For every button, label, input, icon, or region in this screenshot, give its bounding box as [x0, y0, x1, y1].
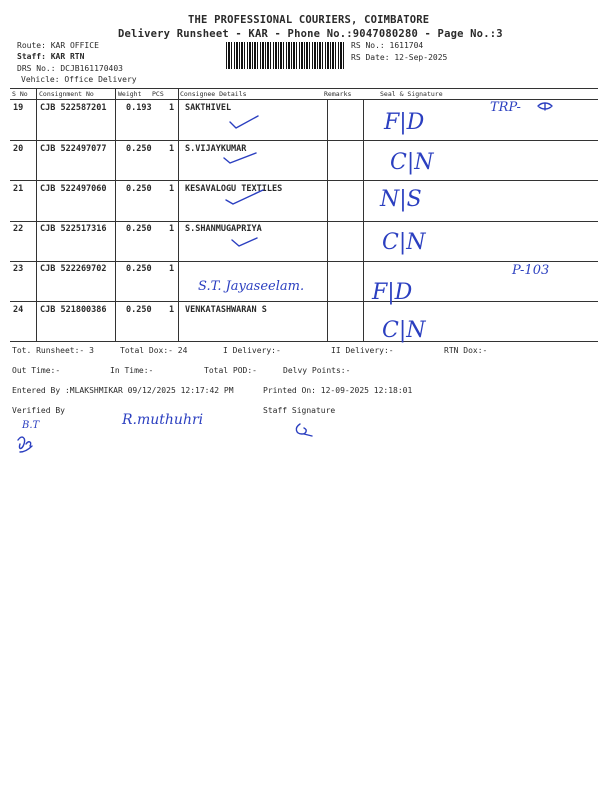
seal-handwriting: F|D: [372, 280, 413, 305]
total-pod: Total POD:-: [204, 366, 257, 375]
row-pcs: 1: [169, 103, 175, 113]
staff-label: Staff: KAR RTN: [17, 52, 85, 61]
verifier-signature: R.muthuhri: [122, 412, 204, 428]
i-delivery: I Delivery:-: [223, 346, 281, 355]
row-consignment: CJB 522497060: [40, 184, 107, 194]
seal-handwriting: C|N: [382, 318, 426, 343]
printed-on: Printed On: 12-09-2025 12:18:01: [263, 386, 413, 395]
seal-handwriting: F|D: [384, 110, 425, 135]
col-seal-signature: Seal & Signature: [380, 90, 443, 98]
check-mark-icon: [226, 190, 263, 204]
seal-handwriting: C|N: [390, 150, 434, 175]
vehicle-label: Vehicle: Office Delivery: [21, 75, 137, 84]
check-mark-icon: [224, 153, 256, 163]
drs-number: DRS No.: DCJB161170403: [17, 64, 123, 73]
row-sno: 19: [13, 103, 24, 113]
row-weight: 0.250: [126, 224, 152, 234]
col-consignment: Consignment No: [39, 90, 94, 98]
row-pcs: 1: [169, 144, 175, 154]
staff-signature-label: Staff Signature: [263, 406, 336, 415]
col-consignee: Consignee Details: [180, 90, 247, 98]
seal-handwriting: N|S: [380, 187, 422, 212]
ii-delivery: II Delivery:-: [331, 346, 394, 355]
row-consignment: CJB 522517316: [40, 224, 107, 234]
row-pcs: 1: [169, 264, 175, 274]
company-name: THE PROFESSIONAL COURIERS, COIMBATORE: [188, 14, 430, 26]
col-weight: Weight: [118, 90, 142, 98]
rtn-dox: RTN Dox:-: [444, 346, 488, 355]
row-weight: 0.250: [126, 305, 152, 315]
row-consignment: CJB 522497077: [40, 144, 107, 154]
verified-by-label: Verified By: [12, 406, 65, 415]
runsheet-subtitle: Delivery Runsheet - KAR - Phone No.:9047080280 - Page No.:3: [118, 28, 503, 40]
row-consignee: KESAVALOGU TEXTILES: [185, 184, 283, 194]
row-weight: 0.193: [126, 103, 152, 113]
row-weight: 0.250: [126, 184, 152, 194]
row-weight: 0.250: [126, 144, 152, 154]
col-sno: S No: [12, 90, 28, 98]
col-remarks: Remarks: [324, 90, 352, 98]
row-sno: 22: [13, 224, 24, 234]
row-pcs: 1: [169, 224, 175, 234]
row-consignee: S.VIJAYKUMAR: [185, 144, 247, 154]
route-label: Route: KAR OFFICE: [17, 41, 99, 50]
row-sno: 24: [13, 305, 24, 315]
row-consignee: SAKTHIVEL: [185, 103, 232, 113]
row-pcs: 1: [169, 184, 175, 194]
total-dox: Total Dox:- 24: [120, 346, 188, 355]
row-consignment: CJB 522587201: [40, 103, 107, 113]
consignee-handwriting: S.T. Jayaseelam.: [198, 279, 305, 294]
remark-handwriting: TRP-: [490, 100, 521, 115]
row-sno: 23: [13, 264, 24, 274]
seal-handwriting: C|N: [382, 230, 426, 255]
initials-scribble-icon: [18, 437, 32, 452]
row-consignment: CJB 521800386: [40, 305, 107, 315]
delvy-points: Delvy Points:-: [283, 366, 351, 375]
in-time: In Time:-: [110, 366, 154, 375]
remark-handwriting: P-103: [512, 263, 550, 278]
initials-handwriting: B.T: [22, 420, 40, 431]
row-consignment: CJB 522269702: [40, 264, 107, 274]
check-mark-icon: [230, 116, 258, 128]
check-mark-icon: [232, 238, 257, 246]
staff-signature-icon: [296, 424, 312, 436]
total-runsheet: Tot. Runsheet:- 3: [12, 346, 94, 355]
out-time: Out Time:-: [12, 366, 61, 375]
stamp-scribble-icon: [538, 103, 552, 110]
row-sno: 21: [13, 184, 24, 194]
row-sno: 20: [13, 144, 24, 154]
entered-by: Entered By :MLAKSHMIKAR 09/12/2025 12:17:42 PM: [12, 386, 234, 395]
rs-date: RS Date: 12-Sep-2025: [351, 53, 448, 62]
row-weight: 0.250: [126, 264, 152, 274]
row-consignee: VENKATASHWARAN S: [185, 305, 267, 315]
row-consignee: S.SHANMUGAPRIYA: [185, 224, 262, 234]
rs-number: RS No.: 1611704: [351, 41, 424, 50]
row-pcs: 1: [169, 305, 175, 315]
col-pcs: PCS: [152, 90, 164, 98]
